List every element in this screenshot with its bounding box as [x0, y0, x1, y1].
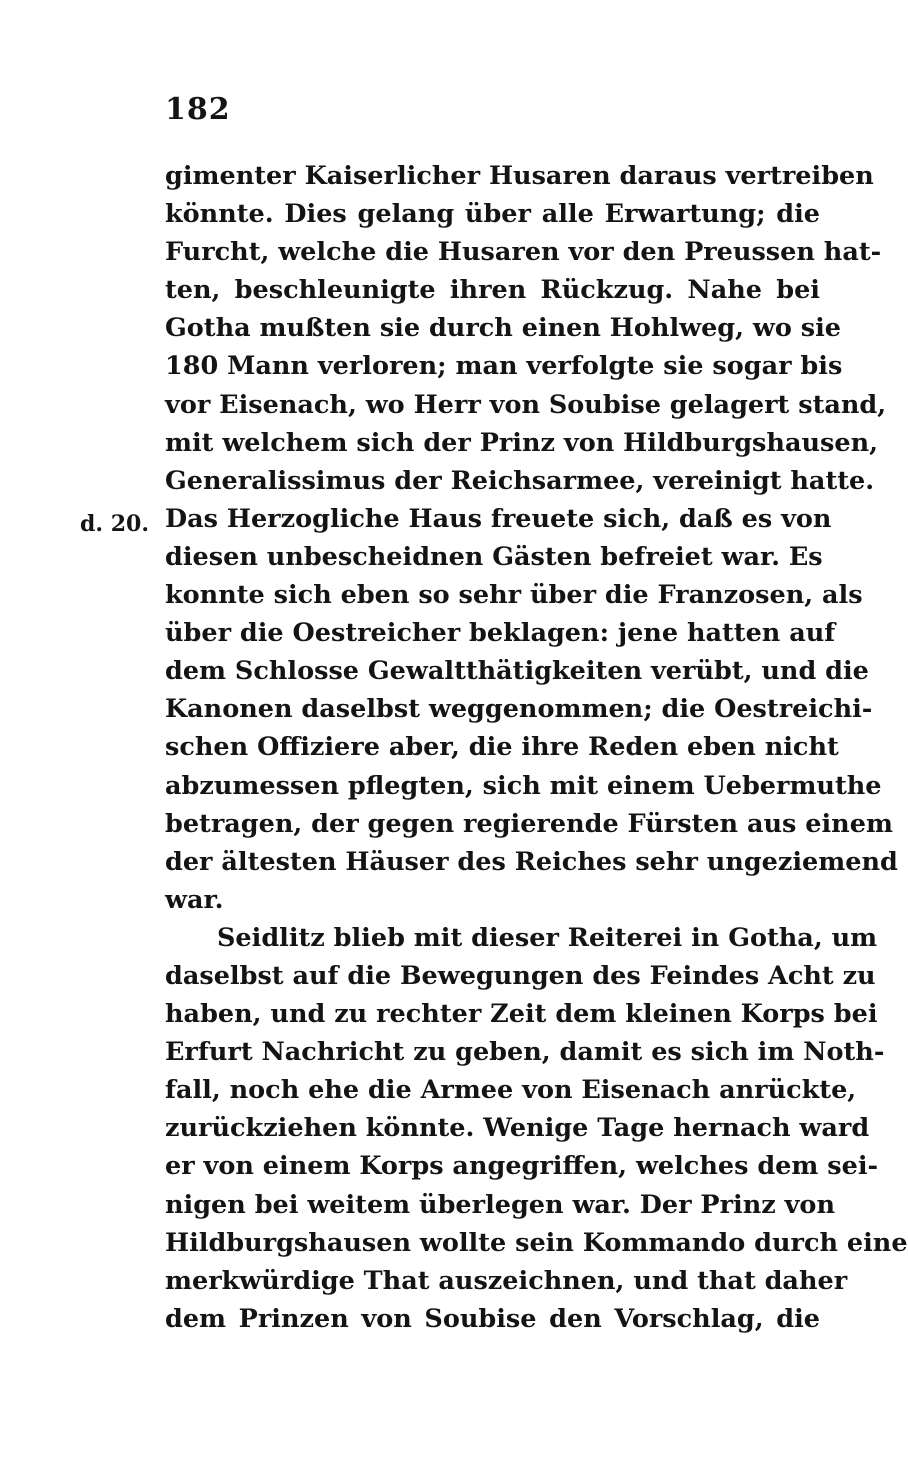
text-line: Generalissimus der Reichsarmee, vereinigt hatte.	[165, 465, 875, 496]
paragraph-first-line: Seidlitz blieb mit dieser Reiterei in Gotha, um	[217, 922, 878, 953]
text-line: haben, und zu rechter Zeit dem kleinen Korps bei	[165, 999, 878, 1030]
text-line: merkwürdige That auszeichnen, und that daher	[165, 1265, 848, 1296]
text-line: gimenter Kaiserlicher Husaren daraus vertreiben	[165, 161, 874, 191]
page-number: 182	[165, 92, 231, 127]
text-line: konnte sich eben so sehr über die Franzosen, als	[165, 580, 863, 611]
text-line: war.	[165, 884, 224, 915]
text-line: Hildburgshausen wollte sein Kommando durch eine	[165, 1227, 908, 1258]
text-line: abzumessen pflegten, sich mit einem Uebermuthe	[165, 770, 882, 801]
text-line: Kanonen daselbst weggenommen; die Oestreichi-	[165, 694, 873, 725]
text-line: vor Eisenach, wo Herr von Soubise gelagert stand,	[165, 389, 887, 420]
text-line: Das Herzogliche Haus freuete sich, daß es von	[165, 503, 832, 534]
text-line: zurückziehen könnte. Wenige Tage hernach ward	[165, 1113, 870, 1144]
text-line: ten, beschleunigte ihren Rückzug. Nahe bei	[165, 275, 820, 306]
text-line: 180 Mann verloren; man verfolgte sie sogar bis	[165, 351, 843, 382]
text-line: könnte. Dies gelang über alle Erwartung; die	[165, 199, 820, 230]
body-text	[165, 157, 908, 1338]
text-line: Erfurt Nachricht zu geben, damit es sich im Noth-	[165, 1037, 885, 1068]
text-line: fall, noch ehe die Armee von Eisenach anrückte,	[165, 1075, 857, 1106]
text-line: Furcht, welche die Husaren vor den Preussen hat-	[165, 237, 882, 268]
text-line: der ältesten Häuser des Reiches sehr ungeziemend	[165, 846, 898, 877]
text-line: nigen bei weitem überlegen war. Der Prinz von	[165, 1189, 835, 1220]
text-line: mit welchem sich der Prinz von Hildburgshausen,	[165, 427, 879, 458]
text-line: er von einem Korps angegriffen, welches dem sei-	[165, 1151, 879, 1182]
text-line: dem Prinzen von Soubise den Vorschlag, die	[165, 1303, 820, 1334]
text-line: dem Schlosse Gewaltthätigkeiten verübt, und die	[165, 656, 869, 687]
text-line: diesen unbescheidnen Gästen befreiet war. Es	[165, 541, 823, 572]
text-line: schen Offiziere aber, die ihre Reden eben nicht	[165, 732, 839, 763]
text-line: Gotha mußten sie durch einen Hohlweg, wo sie	[165, 313, 841, 344]
text-line: über die Oestreicher beklagen: jene hatten auf	[165, 618, 836, 649]
text-line: betragen, der gegen regierende Fürsten aus einem	[165, 808, 893, 839]
text-line: daselbst auf die Bewegungen des Feindes Acht zu	[165, 960, 876, 991]
marginal-date-note: d. 20.	[80, 511, 149, 537]
